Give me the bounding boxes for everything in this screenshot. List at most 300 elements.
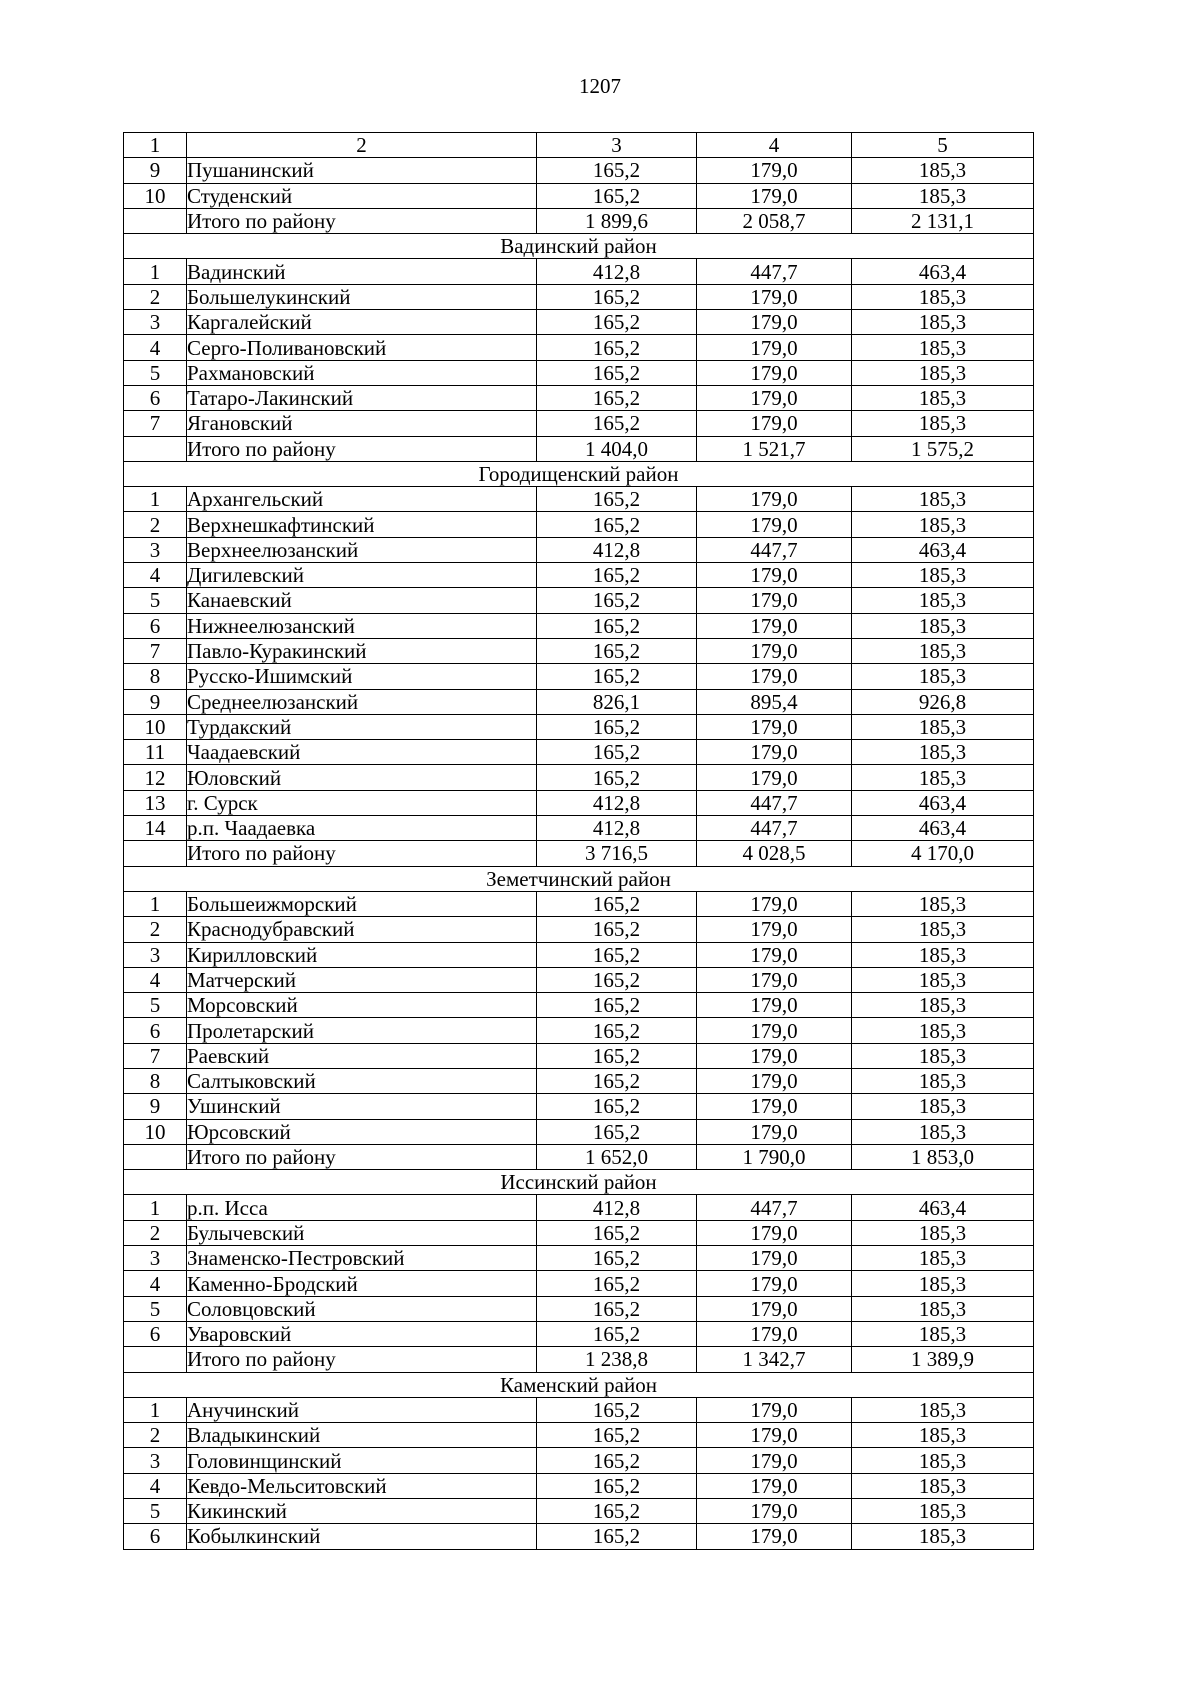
row-number [124,841,187,866]
settlement-name: Русско-Ишимский [187,664,537,689]
value-col5: 463,4 [852,816,1034,841]
district-heading: Земетчинский район [124,866,1034,891]
table-row [124,765,1034,790]
settlement-name: Большеижморский [187,891,537,916]
settlement-name: Соловцовский [187,1296,537,1321]
district-heading: Городищенский район [124,461,1034,486]
table-row [124,537,1034,562]
district-heading: Иссинский район [124,1170,1034,1195]
value-col3: 412,8 [537,537,697,562]
row-number: 4 [124,1473,187,1498]
settlement-name: Уваровский [187,1321,537,1346]
settlement-name: Кобылкинский [187,1524,537,1549]
row-number: 1 [124,1397,187,1422]
table-row [124,638,1034,663]
table-row [124,993,1034,1018]
value-col4: 179,0 [697,1397,852,1422]
settlement-name: Матчерский [187,967,537,992]
value-col5: 185,3 [852,487,1034,512]
value-col5: 185,3 [852,1524,1034,1549]
value-col3: 165,2 [537,740,697,765]
value-col5: 185,3 [852,563,1034,588]
settlement-name: Булычевский [187,1220,537,1245]
value-col5: 185,3 [852,1094,1034,1119]
value-col5: 463,4 [852,790,1034,815]
value-col3: 165,2 [537,310,697,335]
value-col3: 412,8 [537,790,697,815]
value-col3: 1 404,0 [537,436,697,461]
value-col3: 165,2 [537,335,697,360]
district-total-row [124,208,1034,233]
value-col4: 179,0 [697,1246,852,1271]
row-number: 7 [124,1043,187,1068]
value-col3: 165,2 [537,1448,697,1473]
value-col3: 165,2 [537,1018,697,1043]
row-number: 1 [124,259,187,284]
header-cell-num: 1 [124,133,187,158]
value-col5: 185,3 [852,1499,1034,1524]
value-col4: 179,0 [697,1220,852,1245]
settlement-name: Кевдо-Мельситовский [187,1473,537,1498]
value-col3: 412,8 [537,1195,697,1220]
value-col3: 412,8 [537,816,697,841]
table-row [124,284,1034,309]
row-number: 2 [124,284,187,309]
value-col5: 185,3 [852,1018,1034,1043]
total-label: Итого по району [187,1347,537,1372]
value-col3: 165,2 [537,638,697,663]
value-col5: 185,3 [852,284,1034,309]
value-col3: 3 716,5 [537,841,697,866]
settlement-name: Канаевский [187,588,537,613]
table-row [124,158,1034,183]
district-heading-row [124,1170,1034,1195]
settlement-name: Вадинский [187,259,537,284]
value-col4: 179,0 [697,411,852,436]
value-col5: 463,4 [852,259,1034,284]
district-total-row [124,1347,1034,1372]
settlement-name: Кикинский [187,1499,537,1524]
value-col4: 179,0 [697,1068,852,1093]
value-col4: 179,0 [697,942,852,967]
value-col5: 185,3 [852,335,1034,360]
value-col4: 179,0 [697,1448,852,1473]
row-number: 6 [124,613,187,638]
table-row [124,487,1034,512]
value-col3: 165,2 [537,664,697,689]
total-label: Итого по району [187,208,537,233]
table-row [124,942,1034,967]
value-col5: 185,3 [852,588,1034,613]
settlement-name: Пушанинский [187,158,537,183]
district-heading-row [124,866,1034,891]
value-col4: 179,0 [697,1499,852,1524]
row-number: 2 [124,917,187,942]
value-col3: 412,8 [537,259,697,284]
district-heading-row [124,234,1034,259]
value-col3: 165,2 [537,1524,697,1549]
value-col4: 895,4 [697,689,852,714]
page-number: 1207 [579,74,621,98]
row-number: 4 [124,967,187,992]
table-row [124,1119,1034,1144]
table-row [124,967,1034,992]
table-row [124,183,1034,208]
value-col5: 185,3 [852,385,1034,410]
value-col5: 185,3 [852,1423,1034,1448]
value-col5: 185,3 [852,1119,1034,1144]
table-row [124,512,1034,537]
value-col5: 463,4 [852,1195,1034,1220]
row-number: 9 [124,1094,187,1119]
value-col4: 447,7 [697,259,852,284]
value-col4: 1 342,7 [697,1347,852,1372]
row-number: 7 [124,638,187,663]
settlement-name: Кирилловский [187,942,537,967]
row-number: 10 [124,183,187,208]
row-number [124,1347,187,1372]
row-number: 5 [124,360,187,385]
settlement-name: Студенский [187,183,537,208]
table-row [124,335,1034,360]
value-col3: 826,1 [537,689,697,714]
value-col5: 926,8 [852,689,1034,714]
value-col5: 185,3 [852,1220,1034,1245]
settlement-name: Верхнеелюзанский [187,537,537,562]
value-col3: 165,2 [537,1043,697,1068]
value-col4: 179,0 [697,714,852,739]
value-col4: 179,0 [697,993,852,1018]
value-col3: 165,2 [537,714,697,739]
value-col3: 165,2 [537,1423,697,1448]
table-row [124,411,1034,436]
row-number: 3 [124,1448,187,1473]
table-row [124,1018,1034,1043]
row-number: 3 [124,537,187,562]
value-col5: 463,4 [852,537,1034,562]
table-row [124,790,1034,815]
settlement-name: Ягановский [187,411,537,436]
table-row [124,588,1034,613]
value-col5: 185,3 [852,310,1034,335]
settlement-name: р.п. Чаадаевка [187,816,537,841]
value-col4: 179,0 [697,183,852,208]
value-col4: 179,0 [697,487,852,512]
allocation-table [123,132,1034,1550]
value-col5: 185,3 [852,1246,1034,1271]
value-col5: 185,3 [852,967,1034,992]
row-number: 1 [124,891,187,916]
row-number: 14 [124,816,187,841]
settlement-name: Раевский [187,1043,537,1068]
value-col4: 179,0 [697,967,852,992]
value-col5: 4 170,0 [852,841,1034,866]
settlement-name: Морсовский [187,993,537,1018]
table-row [124,385,1034,410]
settlement-name: Нижнеелюзанский [187,613,537,638]
header-cell-col5: 5 [852,133,1034,158]
district-heading: Каменский район [124,1372,1034,1397]
value-col3: 165,2 [537,588,697,613]
row-number: 6 [124,385,187,410]
table-row [124,259,1034,284]
table-row [124,917,1034,942]
table-row [124,1195,1034,1220]
value-col5: 185,3 [852,993,1034,1018]
total-label: Итого по району [187,436,537,461]
settlement-name: Серго-Поливановский [187,335,537,360]
value-col4: 179,0 [697,588,852,613]
settlement-name: р.п. Исса [187,1195,537,1220]
settlement-name: Большелукинский [187,284,537,309]
table-row [124,613,1034,638]
row-number: 10 [124,714,187,739]
table-row [124,1448,1034,1473]
value-col3: 165,2 [537,1271,697,1296]
value-col3: 165,2 [537,1473,697,1498]
value-col5: 1 853,0 [852,1144,1034,1169]
value-col3: 165,2 [537,1499,697,1524]
district-heading-row [124,1372,1034,1397]
table-row [124,1271,1034,1296]
row-number: 1 [124,487,187,512]
settlement-name: Чаадаевский [187,740,537,765]
table-row [124,1499,1034,1524]
value-col3: 165,2 [537,942,697,967]
table-row [124,360,1034,385]
settlement-name: Краснодубравский [187,917,537,942]
value-col5: 185,3 [852,1448,1034,1473]
value-col5: 185,3 [852,942,1034,967]
value-col3: 165,2 [537,765,697,790]
value-col4: 179,0 [697,740,852,765]
value-col5: 185,3 [852,1473,1034,1498]
table-row [124,310,1034,335]
header-cell-col3: 3 [537,133,697,158]
district-heading: Вадинский район [124,234,1034,259]
value-col3: 165,2 [537,411,697,436]
value-col4: 179,0 [697,664,852,689]
value-col4: 179,0 [697,563,852,588]
district-total-row [124,841,1034,866]
row-number: 5 [124,588,187,613]
table-row [124,1043,1034,1068]
settlement-name: Рахмановский [187,360,537,385]
table-row [124,1321,1034,1346]
value-col3: 1 238,8 [537,1347,697,1372]
value-col5: 185,3 [852,183,1034,208]
value-col4: 179,0 [697,1094,852,1119]
row-number: 13 [124,790,187,815]
settlement-name: Архангельский [187,487,537,512]
row-number: 4 [124,335,187,360]
row-number: 12 [124,765,187,790]
value-col5: 185,3 [852,917,1034,942]
total-label: Итого по району [187,841,537,866]
settlement-name: г. Сурск [187,790,537,815]
row-number: 9 [124,689,187,714]
value-col3: 165,2 [537,891,697,916]
value-col3: 165,2 [537,1094,697,1119]
row-number: 5 [124,993,187,1018]
settlement-name: Павло-Куракинский [187,638,537,663]
value-col3: 165,2 [537,917,697,942]
settlement-name: Анучинский [187,1397,537,1422]
settlement-name: Юловский [187,765,537,790]
settlement-name: Пролетарский [187,1018,537,1043]
value-col3: 165,2 [537,1321,697,1346]
row-number: 4 [124,563,187,588]
table-row [124,1397,1034,1422]
value-col5: 1 389,9 [852,1347,1034,1372]
row-number: 4 [124,1271,187,1296]
row-number: 1 [124,1195,187,1220]
value-col4: 179,0 [697,512,852,537]
row-number: 8 [124,1068,187,1093]
row-number: 7 [124,411,187,436]
header-cell-col4: 4 [697,133,852,158]
table-row [124,891,1034,916]
value-col3: 165,2 [537,1397,697,1422]
value-col5: 185,3 [852,1321,1034,1346]
row-number: 3 [124,1246,187,1271]
row-number: 6 [124,1321,187,1346]
total-label: Итого по району [187,1144,537,1169]
value-col3: 165,2 [537,158,697,183]
value-col4: 179,0 [697,1473,852,1498]
row-number: 5 [124,1499,187,1524]
district-heading-row [124,461,1034,486]
value-col5: 2 131,1 [852,208,1034,233]
row-number: 6 [124,1018,187,1043]
settlement-name: Головинщинский [187,1448,537,1473]
value-col4: 447,7 [697,537,852,562]
settlement-name: Владыкинский [187,1423,537,1448]
value-col5: 185,3 [852,1397,1034,1422]
table-row [124,1220,1034,1245]
value-col5: 185,3 [852,1296,1034,1321]
value-col3: 165,2 [537,1296,697,1321]
value-col4: 179,0 [697,1321,852,1346]
value-col5: 185,3 [852,714,1034,739]
value-col4: 179,0 [697,1423,852,1448]
value-col4: 179,0 [697,310,852,335]
value-col4: 179,0 [697,158,852,183]
value-col3: 165,2 [537,512,697,537]
value-col5: 185,3 [852,765,1034,790]
value-col3: 1 899,6 [537,208,697,233]
settlement-name: Среднеелюзанский [187,689,537,714]
row-number: 6 [124,1524,187,1549]
row-number: 11 [124,740,187,765]
header-row [124,133,1034,158]
value-col3: 165,2 [537,967,697,992]
row-number: 2 [124,1423,187,1448]
district-total-row [124,436,1034,461]
value-col4: 179,0 [697,917,852,942]
value-col5: 185,3 [852,1271,1034,1296]
value-col5: 185,3 [852,891,1034,916]
value-col4: 2 058,7 [697,208,852,233]
settlement-name: Дигилевский [187,563,537,588]
value-col4: 1 790,0 [697,1144,852,1169]
value-col3: 165,2 [537,563,697,588]
settlement-name: Салтыковский [187,1068,537,1093]
value-col5: 185,3 [852,638,1034,663]
settlement-name: Юрсовский [187,1119,537,1144]
value-col4: 447,7 [697,1195,852,1220]
table-row [124,1246,1034,1271]
value-col5: 185,3 [852,613,1034,638]
value-col3: 165,2 [537,183,697,208]
row-number: 3 [124,310,187,335]
value-col4: 179,0 [697,765,852,790]
value-col3: 165,2 [537,385,697,410]
value-col5: 185,3 [852,158,1034,183]
value-col4: 447,7 [697,790,852,815]
value-col5: 185,3 [852,740,1034,765]
table-row [124,689,1034,714]
value-col5: 185,3 [852,512,1034,537]
value-col5: 185,3 [852,1043,1034,1068]
settlement-name: Татаро-Лакинский [187,385,537,410]
value-col3: 165,2 [537,284,697,309]
row-number: 5 [124,1296,187,1321]
value-col3: 165,2 [537,360,697,385]
value-col3: 165,2 [537,1220,697,1245]
table-row [124,1296,1034,1321]
value-col4: 4 028,5 [697,841,852,866]
value-col5: 185,3 [852,360,1034,385]
value-col5: 1 575,2 [852,436,1034,461]
settlement-name: Турдакский [187,714,537,739]
settlement-name: Знаменско-Пестровский [187,1246,537,1271]
settlement-name: Верхнешкафтинский [187,512,537,537]
value-col4: 179,0 [697,1018,852,1043]
value-col4: 179,0 [697,1524,852,1549]
header-cell-name: 2 [187,133,537,158]
value-col4: 179,0 [697,360,852,385]
table-row [124,1094,1034,1119]
value-col4: 179,0 [697,891,852,916]
value-col5: 185,3 [852,664,1034,689]
value-col4: 179,0 [697,613,852,638]
table-row [124,664,1034,689]
value-col5: 185,3 [852,1068,1034,1093]
value-col4: 179,0 [697,335,852,360]
row-number: 2 [124,1220,187,1245]
value-col4: 179,0 [697,385,852,410]
value-col3: 165,2 [537,1119,697,1144]
row-number [124,208,187,233]
value-col4: 179,0 [697,638,852,663]
table-row [124,563,1034,588]
value-col4: 179,0 [697,284,852,309]
settlement-name: Каргалейский [187,310,537,335]
row-number: 10 [124,1119,187,1144]
settlement-name: Каменно-Бродский [187,1271,537,1296]
value-col4: 1 521,7 [697,436,852,461]
value-col3: 165,2 [537,1246,697,1271]
table-row [124,1423,1034,1448]
table-body [124,133,1034,1550]
value-col4: 179,0 [697,1296,852,1321]
value-col3: 165,2 [537,613,697,638]
value-col3: 165,2 [537,487,697,512]
district-total-row [124,1144,1034,1169]
value-col4: 447,7 [697,816,852,841]
table-row [124,714,1034,739]
